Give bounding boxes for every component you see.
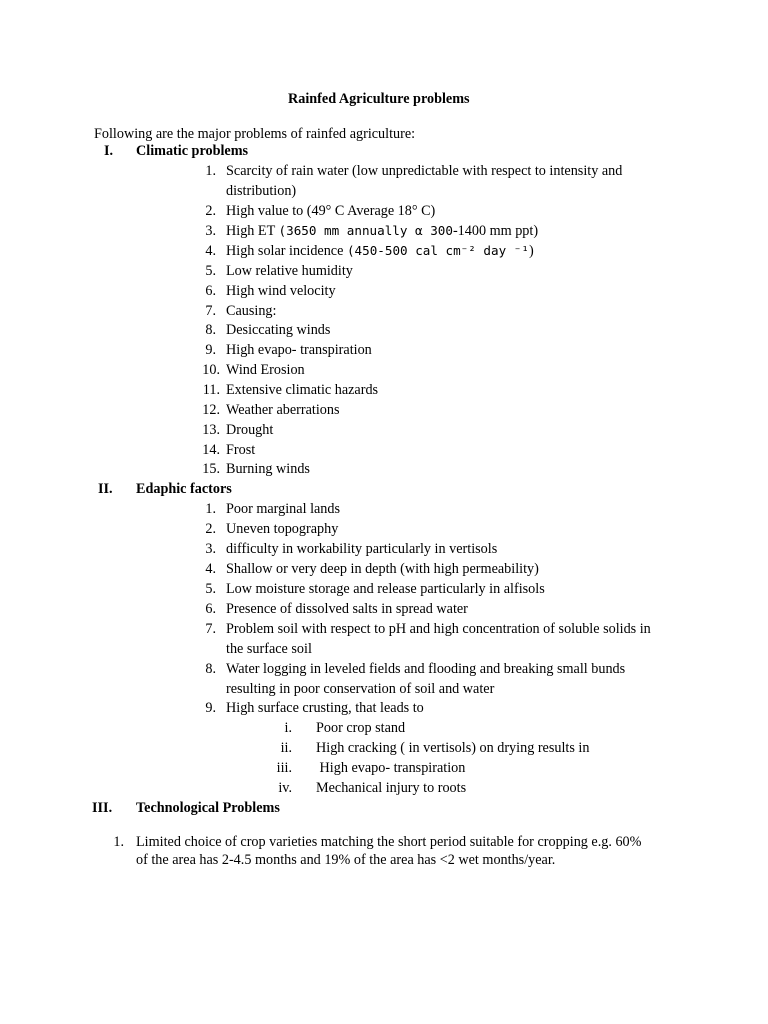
- list-item: Frost: [226, 442, 256, 458]
- list-item-text: -1400 mm ppt): [452, 223, 539, 239]
- list-item-number: 6.: [205, 601, 216, 617]
- list-item-number: 9.: [205, 700, 216, 716]
- list-item-number: 5.: [205, 263, 216, 279]
- list-item-number: 15.: [202, 461, 220, 477]
- list-item-number: 7.: [205, 621, 216, 637]
- list-item: Causing:: [226, 303, 277, 319]
- list-item-number: 5.: [205, 581, 216, 597]
- list-item: difficulty in workability particularly in vertisols: [226, 541, 498, 557]
- list-item-number: 1.: [205, 163, 216, 179]
- list-item: Uneven topography: [226, 521, 339, 537]
- list-item: Problem soil with respect to pH and high concentration of soluble solids in: [226, 621, 651, 637]
- intro-text: Following are the major problems of rainfed agriculture:: [94, 126, 416, 142]
- list-item: Poor marginal lands: [226, 501, 341, 517]
- list-item: High surface crusting, that leads to: [226, 700, 424, 716]
- list-item: High wind velocity: [226, 283, 336, 299]
- sub-list-item-number: i.: [284, 720, 292, 736]
- list-item: Scarcity of rain water (low unpredictable with respect to intensity and: [226, 163, 623, 179]
- sub-list-item: Mechanical injury to roots: [316, 780, 467, 796]
- list-item: Extensive climatic hazards: [226, 382, 379, 398]
- document-title: Rainfed Agriculture problems: [288, 91, 470, 107]
- section-heading-climatic: Climatic problems: [136, 143, 249, 159]
- sub-list-item-number: iii.: [276, 760, 292, 776]
- list-item-number: 8.: [205, 661, 216, 677]
- list-item-number: 2.: [205, 203, 216, 219]
- list-item: Burning winds: [226, 461, 310, 477]
- section-numeral-1: I.: [104, 143, 114, 159]
- section-numeral-3: III.: [92, 800, 113, 816]
- list-item-continuation: of the area has 2-4.5 months and 19% of the area has <2 wet months/year.: [136, 852, 556, 868]
- list-item: Limited choice of crop varieties matching the short period suitable for cropping e.g. 60%: [136, 834, 642, 850]
- list-item-formula: (3650 mm annually α 300: [278, 223, 453, 238]
- list-item-number: 7.: [205, 303, 216, 319]
- list-item: [226, 221, 538, 241]
- sub-list-item-number: ii.: [280, 740, 292, 756]
- section-heading-edaphic: Edaphic factors: [136, 481, 232, 497]
- list-item: High evapo- transpiration: [226, 342, 372, 358]
- sub-list-item: High cracking ( in vertisols) on drying results in: [316, 740, 590, 756]
- list-item-number: 1.: [205, 501, 216, 517]
- list-item-number: 8.: [205, 322, 216, 338]
- list-item-number: 3.: [205, 541, 216, 557]
- list-item-continuation: the surface soil: [226, 641, 312, 657]
- list-item: Low relative humidity: [226, 263, 353, 279]
- sub-list-item: Poor crop stand: [316, 720, 406, 736]
- list-item-text: High solar incidence: [226, 243, 347, 259]
- list-item-text: ): [528, 243, 534, 259]
- list-item: [226, 241, 534, 261]
- sub-list-item-number: iv.: [278, 780, 292, 796]
- list-item: Drought: [226, 422, 274, 438]
- list-item: Water logging in leveled fields and flooding and breaking small bunds: [226, 661, 626, 677]
- section-heading-technological: Technological Problems: [136, 800, 280, 816]
- list-item-formula: (450-500 cal cm⁻² day ⁻¹: [346, 243, 529, 258]
- list-item-continuation: resulting in poor conservation of soil and water: [226, 681, 495, 697]
- list-item: High value to (49° C Average 18° C): [226, 203, 436, 219]
- list-item-number: 4.: [205, 243, 216, 259]
- list-item: Presence of dissolved salts in spread water: [226, 601, 468, 617]
- list-item-text: High ET: [226, 223, 279, 239]
- list-item: Low moisture storage and release particularly in alfisols: [226, 581, 545, 597]
- list-item-number: 12.: [202, 402, 220, 418]
- list-item: Desiccating winds: [226, 322, 331, 338]
- list-item-continuation: distribution): [226, 183, 297, 199]
- list-item-number: 10.: [202, 362, 220, 378]
- list-item-number: 9.: [205, 342, 216, 358]
- list-item: Wind Erosion: [226, 362, 305, 378]
- list-item-number: 3.: [205, 223, 216, 239]
- list-item-number: 2.: [205, 521, 216, 537]
- section-numeral-2: II.: [98, 481, 113, 497]
- list-item-number: 1.: [113, 834, 124, 850]
- sub-list-item: High evapo- transpiration: [316, 760, 466, 776]
- list-item: Weather aberrations: [226, 402, 340, 418]
- list-item: Shallow or very deep in depth (with high permeability): [226, 561, 539, 577]
- list-item-number: 6.: [205, 283, 216, 299]
- list-item-number: 11.: [202, 382, 220, 398]
- list-item-number: 14.: [202, 442, 220, 458]
- list-item-number: 13.: [202, 422, 220, 438]
- list-item-number: 4.: [205, 561, 216, 577]
